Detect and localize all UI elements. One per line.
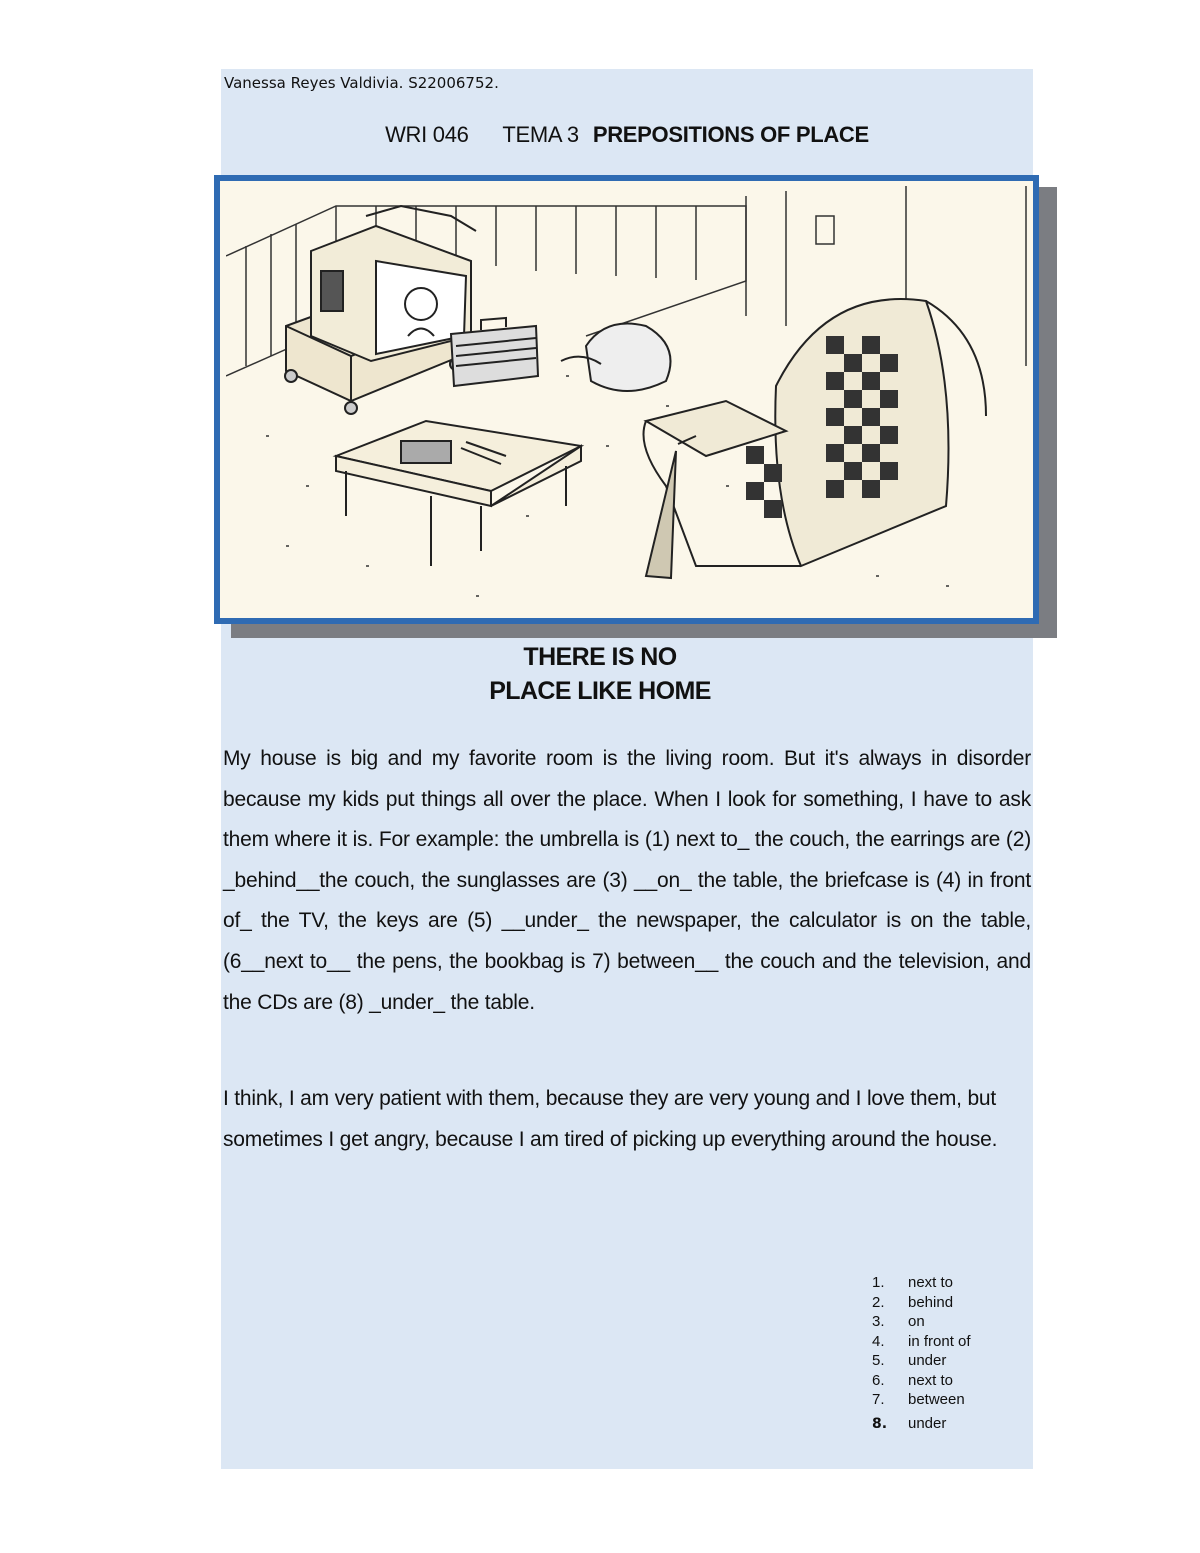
answer-text: behind (908, 1293, 954, 1311)
answer-number: 1. (872, 1274, 885, 1292)
answer-number: 2. (872, 1293, 885, 1311)
answer-number: 6. (872, 1371, 885, 1389)
list-item (872, 1293, 971, 1313)
page-title (221, 640, 979, 708)
course-heading (221, 122, 1033, 148)
answer-text: on (908, 1313, 925, 1331)
answer-number: 8. (872, 1415, 888, 1432)
course-code: WRI 046 (385, 122, 469, 147)
answer-text: next to (908, 1371, 954, 1389)
list-item (872, 1332, 971, 1352)
subject-title: PREPOSITIONS OF PLACE (592, 122, 869, 147)
answer-number: 4. (872, 1332, 885, 1350)
list-item (872, 1371, 971, 1391)
living-room-drawing (226, 186, 1027, 613)
living-room-illustration (214, 175, 1039, 624)
title-line-1: THERE IS NO (523, 643, 677, 671)
answer-text: under (908, 1415, 947, 1432)
answer-text: in front of (908, 1332, 971, 1350)
answer-number: 7. (872, 1391, 885, 1409)
list-item (872, 1390, 971, 1410)
list-item (872, 1351, 971, 1371)
paragraph-2: I think, I am very patient with them, because they are very young and I love them, but sometimes I get angry, because I am tired of picking up everything around the house. (223, 1087, 998, 1151)
list-item (872, 1312, 971, 1332)
author-line: Vanessa Reyes Valdivia. S22006752. (224, 74, 499, 92)
answer-text: between (908, 1391, 965, 1409)
list-item (872, 1273, 971, 1293)
answer-text: under (908, 1352, 947, 1370)
answer-list (872, 1273, 971, 1438)
paragraph-1: My house is big and my favorite room is the living room. But it's always in disorder because my kids put things all over the place. When I look for something, I have to ask them where it is. For example: the umbrella is (1) next to_ the couch, the earrings are (2) _behind__the couch, the sunglasses are (3) __on_ the table, the briefcase is (4) in front of_ the TV, the keys are (5) __under_ the newspaper, the calculator is on the table, (6__next to__ the pens, the bookbag is 7) between__ the couch and the television, and the CDs are (8) _under_ the table. (223, 747, 1031, 1014)
answer-text: next to (908, 1274, 954, 1292)
topic-number: TEMA 3 (502, 122, 579, 147)
answer-number: 5. (872, 1352, 885, 1370)
title-line-2: PLACE LIKE HOME (489, 677, 711, 705)
answer-number: 3. (872, 1313, 885, 1331)
list-item (872, 1410, 971, 1438)
